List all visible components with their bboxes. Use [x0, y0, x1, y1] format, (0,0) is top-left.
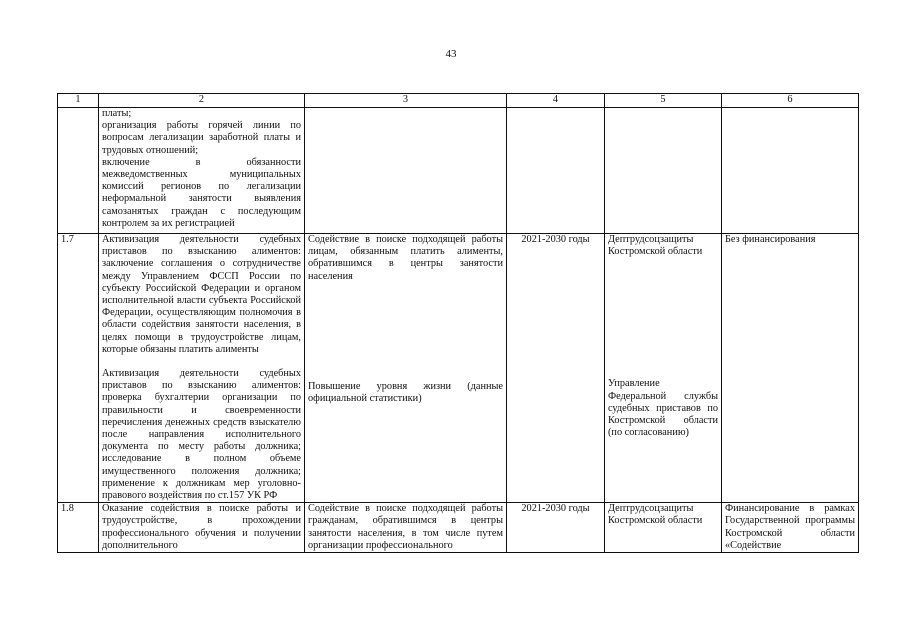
header-col-3: 3	[305, 94, 507, 108]
page-number: 43	[445, 48, 457, 60]
cell-result	[305, 234, 507, 503]
measures-table	[57, 93, 859, 553]
cell-financing: Финансирование в рамках Государственной программы Костромской области «Содействие	[722, 503, 859, 553]
cell-executor	[605, 234, 722, 503]
cell-executor: Дептрудсоцзащиты Костромской области	[605, 503, 722, 553]
result-text-a: Содействие в поиске подходящей работы лицам, обязанным платить алименты, обратившимся в центры занятости населения	[308, 234, 503, 282]
cell-number: 1.8	[58, 503, 99, 553]
header-col-4: 4	[507, 94, 605, 108]
header-row	[58, 94, 859, 108]
executor-text-a: Дептрудсоцзащиты Костромской области	[608, 234, 703, 258]
measure-text-b: Активизация деятельности судебных приставов по взысканию алиментов: проверка бухгалтерии организации по правильности и своевременности перечисления денежных средств взыскателю после направления исполнительного документа по месту работы должника; исследование в полном объеме имущественного положения должника; применение к должникам мер уголовно-правового воздействия по ст.157 УК РФ	[102, 368, 301, 502]
measure-text-a: Активизация деятельности судебных приставов по взысканию алиментов: заключение соглашения о сотрудничестве между Управлением ФССП России по субъекту Российской Федерации и органом исполнительной власти субъекта Российской Федерации, осуществляющим полномочия в области содействия занятости населения, в целях помощи в трудоустройстве лицам, которые обязаны платить алименты	[102, 234, 301, 355]
cell-executor	[605, 108, 722, 234]
executor-text-b: Управление Федеральной службы судебных приставов по Костромской области (по согласованию)	[608, 378, 718, 439]
measure-text: платы; организация работы горячей линии по вопросам легализации заработной платы и трудовых отношений; включение в обязанности межведомственных муниципальных комиссий регионов по легализации неформальной занятости выявления самозанятых граждан с последующим контролем за их регистрацией	[102, 108, 301, 229]
cell-period: 2021-2030 годы	[507, 503, 605, 553]
cell-measure: Оказание содействия в поиске работы и трудоустройстве, в прохождении профессионального обучения и получении дополнительного	[99, 503, 305, 553]
cell-period	[507, 108, 605, 234]
cell-measure	[99, 108, 305, 234]
cell-result: Содействие в поиске подходящей работы гражданам, обратившимся в центры занятости населения, в том числе путем организации профессионального	[305, 503, 507, 553]
header-col-5: 5	[605, 94, 722, 108]
header-col-6: 6	[722, 94, 859, 108]
table-row-1-7	[58, 234, 859, 503]
cell-measure	[99, 234, 305, 503]
cell-period: 2021-2030 годы	[507, 234, 605, 503]
cell-result	[305, 108, 507, 234]
table-row-1-8	[58, 503, 859, 553]
cell-financing	[722, 108, 859, 234]
cell-number: 1.7	[58, 234, 99, 503]
header-col-2: 2	[99, 94, 305, 108]
header-col-1: 1	[58, 94, 99, 108]
table-row-continued	[58, 108, 859, 234]
result-text-b: Повышение уровня жизни (данные официальной статистики)	[308, 380, 503, 405]
cell-financing: Без финансирования	[722, 234, 859, 503]
cell-number	[58, 108, 99, 234]
